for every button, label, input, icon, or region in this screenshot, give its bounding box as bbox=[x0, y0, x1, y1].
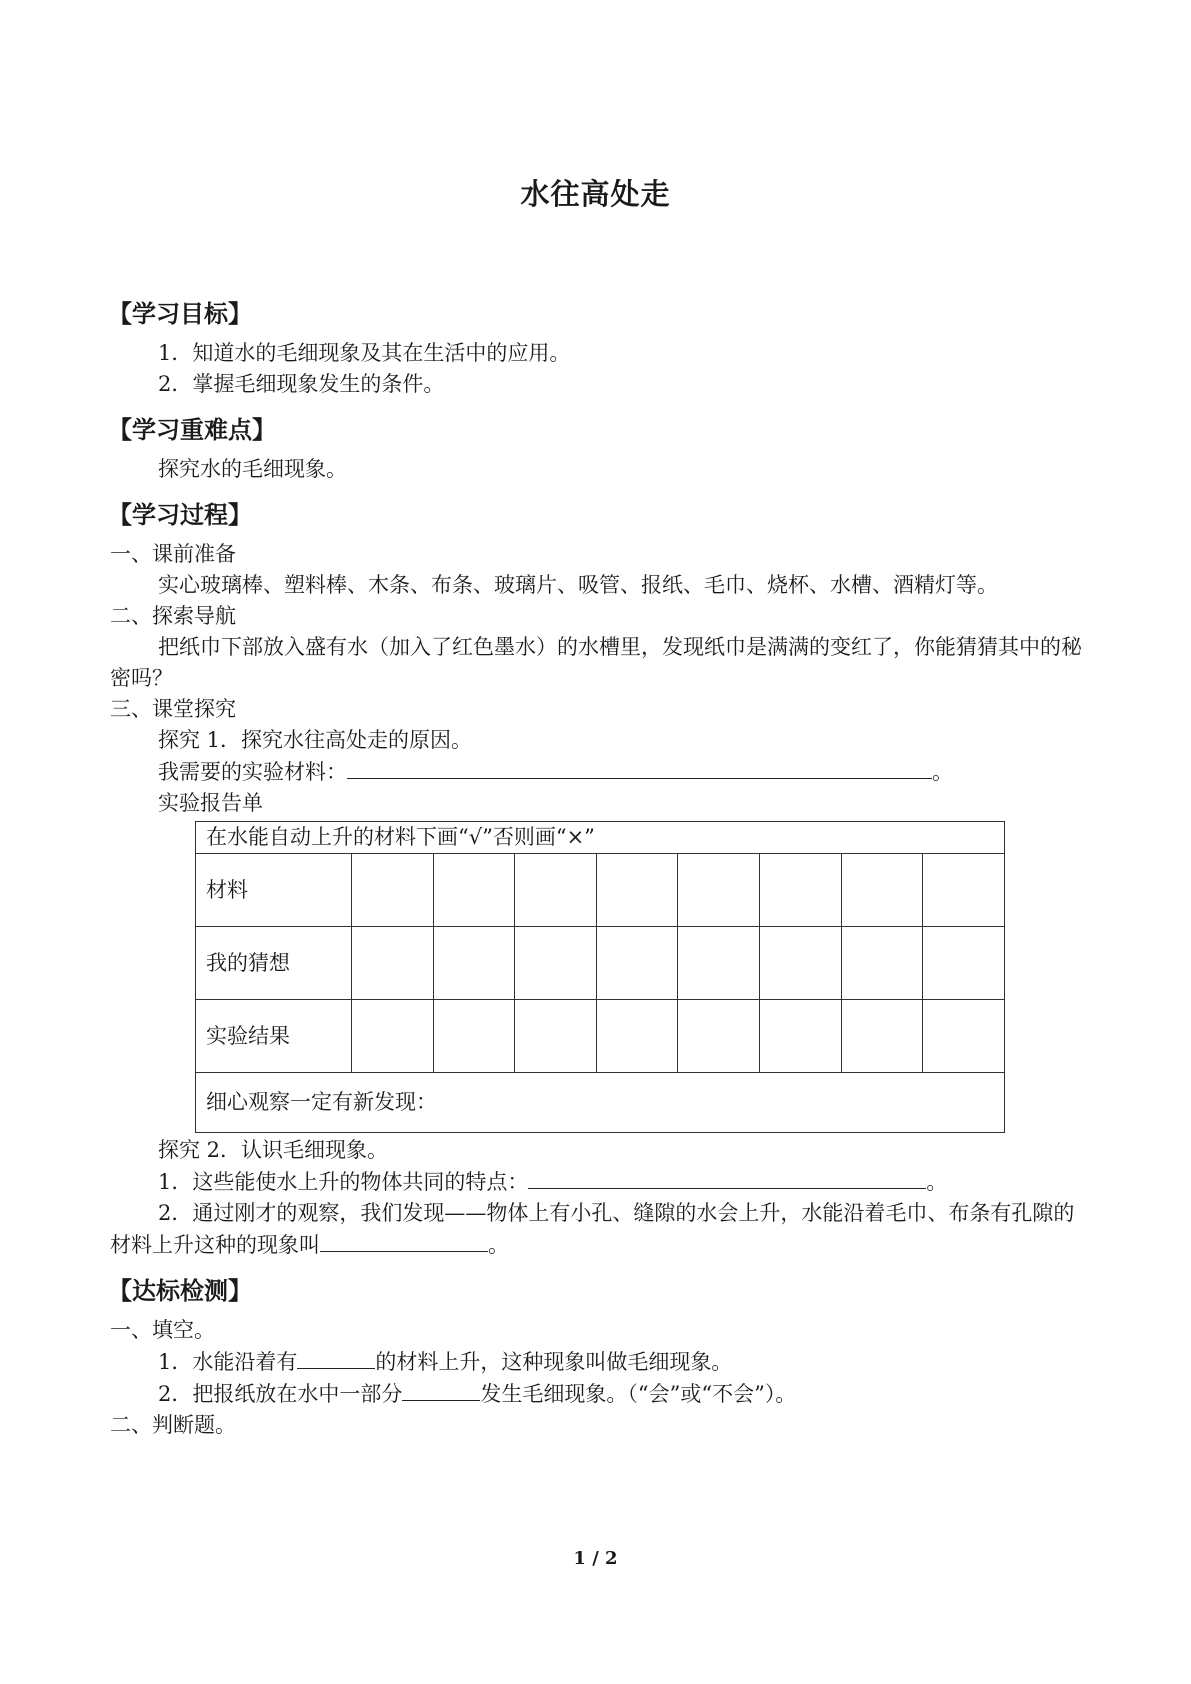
materials-end: 。 bbox=[932, 760, 953, 784]
fill-2-prefix: 2．把报纸放在水中一部分 bbox=[158, 1382, 403, 1406]
feature-blank[interactable] bbox=[528, 1166, 926, 1189]
document-body bbox=[110, 298, 1092, 1441]
table-cell[interactable] bbox=[515, 927, 597, 1000]
page-number: 1 / 2 bbox=[573, 1548, 618, 1569]
test-heading: 【达标检测】 bbox=[108, 1277, 252, 1305]
report-label: 实验报告单 bbox=[158, 791, 263, 815]
fill-title: 一、填空。 bbox=[110, 1318, 215, 1342]
fill-2-blank[interactable] bbox=[402, 1378, 480, 1401]
table-cell[interactable] bbox=[515, 1000, 597, 1073]
materials-line bbox=[110, 756, 1092, 788]
table-cell[interactable] bbox=[596, 1000, 678, 1073]
table-cell[interactable] bbox=[841, 1000, 923, 1073]
experiment-report-table bbox=[195, 821, 1005, 1133]
question-2-line bbox=[110, 1198, 1092, 1261]
table-row-result bbox=[196, 1000, 1005, 1073]
question-1-label: 1．这些能使水上升的物体共同的特点： bbox=[158, 1170, 529, 1194]
table-cell[interactable] bbox=[433, 1000, 515, 1073]
table-cell[interactable] bbox=[759, 927, 841, 1000]
row-label-guess: 我的猜想 bbox=[196, 927, 352, 1000]
goal-item-2: 2．掌握毛细现象发生的条件。 bbox=[158, 372, 445, 396]
explore-text: 把纸巾下部放入盛有水（加入了红色墨水）的水槽里，发现纸巾是满满的变红了，你能猜猜其中的秘密吗？ bbox=[110, 635, 1082, 690]
prep-text: 实心玻璃棒、塑料棒、木条、布条、玻璃片、吸管、报纸、毛巾、烧杯、水槽、酒精灯等。 bbox=[158, 573, 998, 597]
row-label-result: 实验结果 bbox=[196, 1000, 352, 1073]
table-cell[interactable] bbox=[678, 927, 760, 1000]
question-1-end: 。 bbox=[926, 1170, 948, 1194]
key-points-text: 探究水的毛细现象。 bbox=[158, 457, 347, 481]
table-cell[interactable] bbox=[596, 927, 678, 1000]
fill-1-blank[interactable] bbox=[297, 1346, 375, 1369]
inquiry-1-title: 探究 1．探究水往高处走的原因。 bbox=[158, 728, 473, 752]
materials-blank[interactable] bbox=[347, 756, 932, 779]
table-cell[interactable] bbox=[515, 854, 597, 927]
term-blank[interactable] bbox=[320, 1229, 488, 1252]
explore-title: 二、探索导航 bbox=[110, 604, 236, 628]
goal-item-1: 1．知道水的毛细现象及其在生活中的应用。 bbox=[158, 341, 571, 365]
table-cell[interactable] bbox=[923, 854, 1005, 927]
table-header: 在水能自动上升的材料下画“√”否则画“×” bbox=[196, 822, 1005, 854]
question-1-line bbox=[110, 1166, 1092, 1198]
materials-label: 我需要的实验材料： bbox=[158, 760, 347, 784]
table-row-materials bbox=[196, 854, 1005, 927]
goals-heading: 【学习目标】 bbox=[108, 300, 252, 328]
table-cell[interactable] bbox=[759, 854, 841, 927]
table-cell[interactable] bbox=[759, 1000, 841, 1073]
inquiry-2-title: 探究 2．认识毛细现象。 bbox=[158, 1138, 389, 1162]
fill-1-prefix: 1．水能沿着有 bbox=[158, 1350, 298, 1374]
table-cell[interactable] bbox=[433, 927, 515, 1000]
table-cell[interactable] bbox=[352, 1000, 434, 1073]
table-cell[interactable] bbox=[596, 854, 678, 927]
table-cell[interactable] bbox=[923, 1000, 1005, 1073]
table-cell[interactable] bbox=[841, 927, 923, 1000]
table-cell[interactable] bbox=[678, 1000, 760, 1073]
question-2-text: 2．通过刚才的观察，我们发现——物体上有小孔、缝隙的水会上升，水能沿着毛巾、布条有孔隙的材料上升这种的现象叫 bbox=[110, 1201, 1075, 1257]
process-heading: 【学习过程】 bbox=[108, 501, 252, 529]
class-title: 三、课堂探究 bbox=[110, 697, 236, 721]
question-2-end: 。 bbox=[488, 1233, 509, 1257]
table-cell[interactable] bbox=[841, 854, 923, 927]
table-cell[interactable] bbox=[352, 854, 434, 927]
table-cell[interactable] bbox=[352, 927, 434, 1000]
fill-1-suffix: 的材料上升，这种现象叫做毛细现象。 bbox=[375, 1350, 733, 1374]
fill-2-suffix: 发生毛细现象。（“会”或“不会”）。 bbox=[480, 1382, 797, 1406]
observation-cell[interactable]: 细心观察一定有新发现： bbox=[196, 1073, 1005, 1133]
document-title: 水往高处走 bbox=[520, 177, 671, 211]
fill-item-2 bbox=[110, 1378, 1092, 1410]
judge-title: 二、判断题。 bbox=[110, 1413, 236, 1437]
row-label-materials: 材料 bbox=[196, 854, 352, 927]
table-cell[interactable] bbox=[678, 854, 760, 927]
table-cell[interactable] bbox=[923, 927, 1005, 1000]
table-cell[interactable] bbox=[433, 854, 515, 927]
key-points-heading: 【学习重难点】 bbox=[108, 416, 276, 444]
table-row-guess bbox=[196, 927, 1005, 1000]
prep-title: 一、课前准备 bbox=[110, 542, 236, 566]
fill-item-1 bbox=[110, 1346, 1092, 1378]
